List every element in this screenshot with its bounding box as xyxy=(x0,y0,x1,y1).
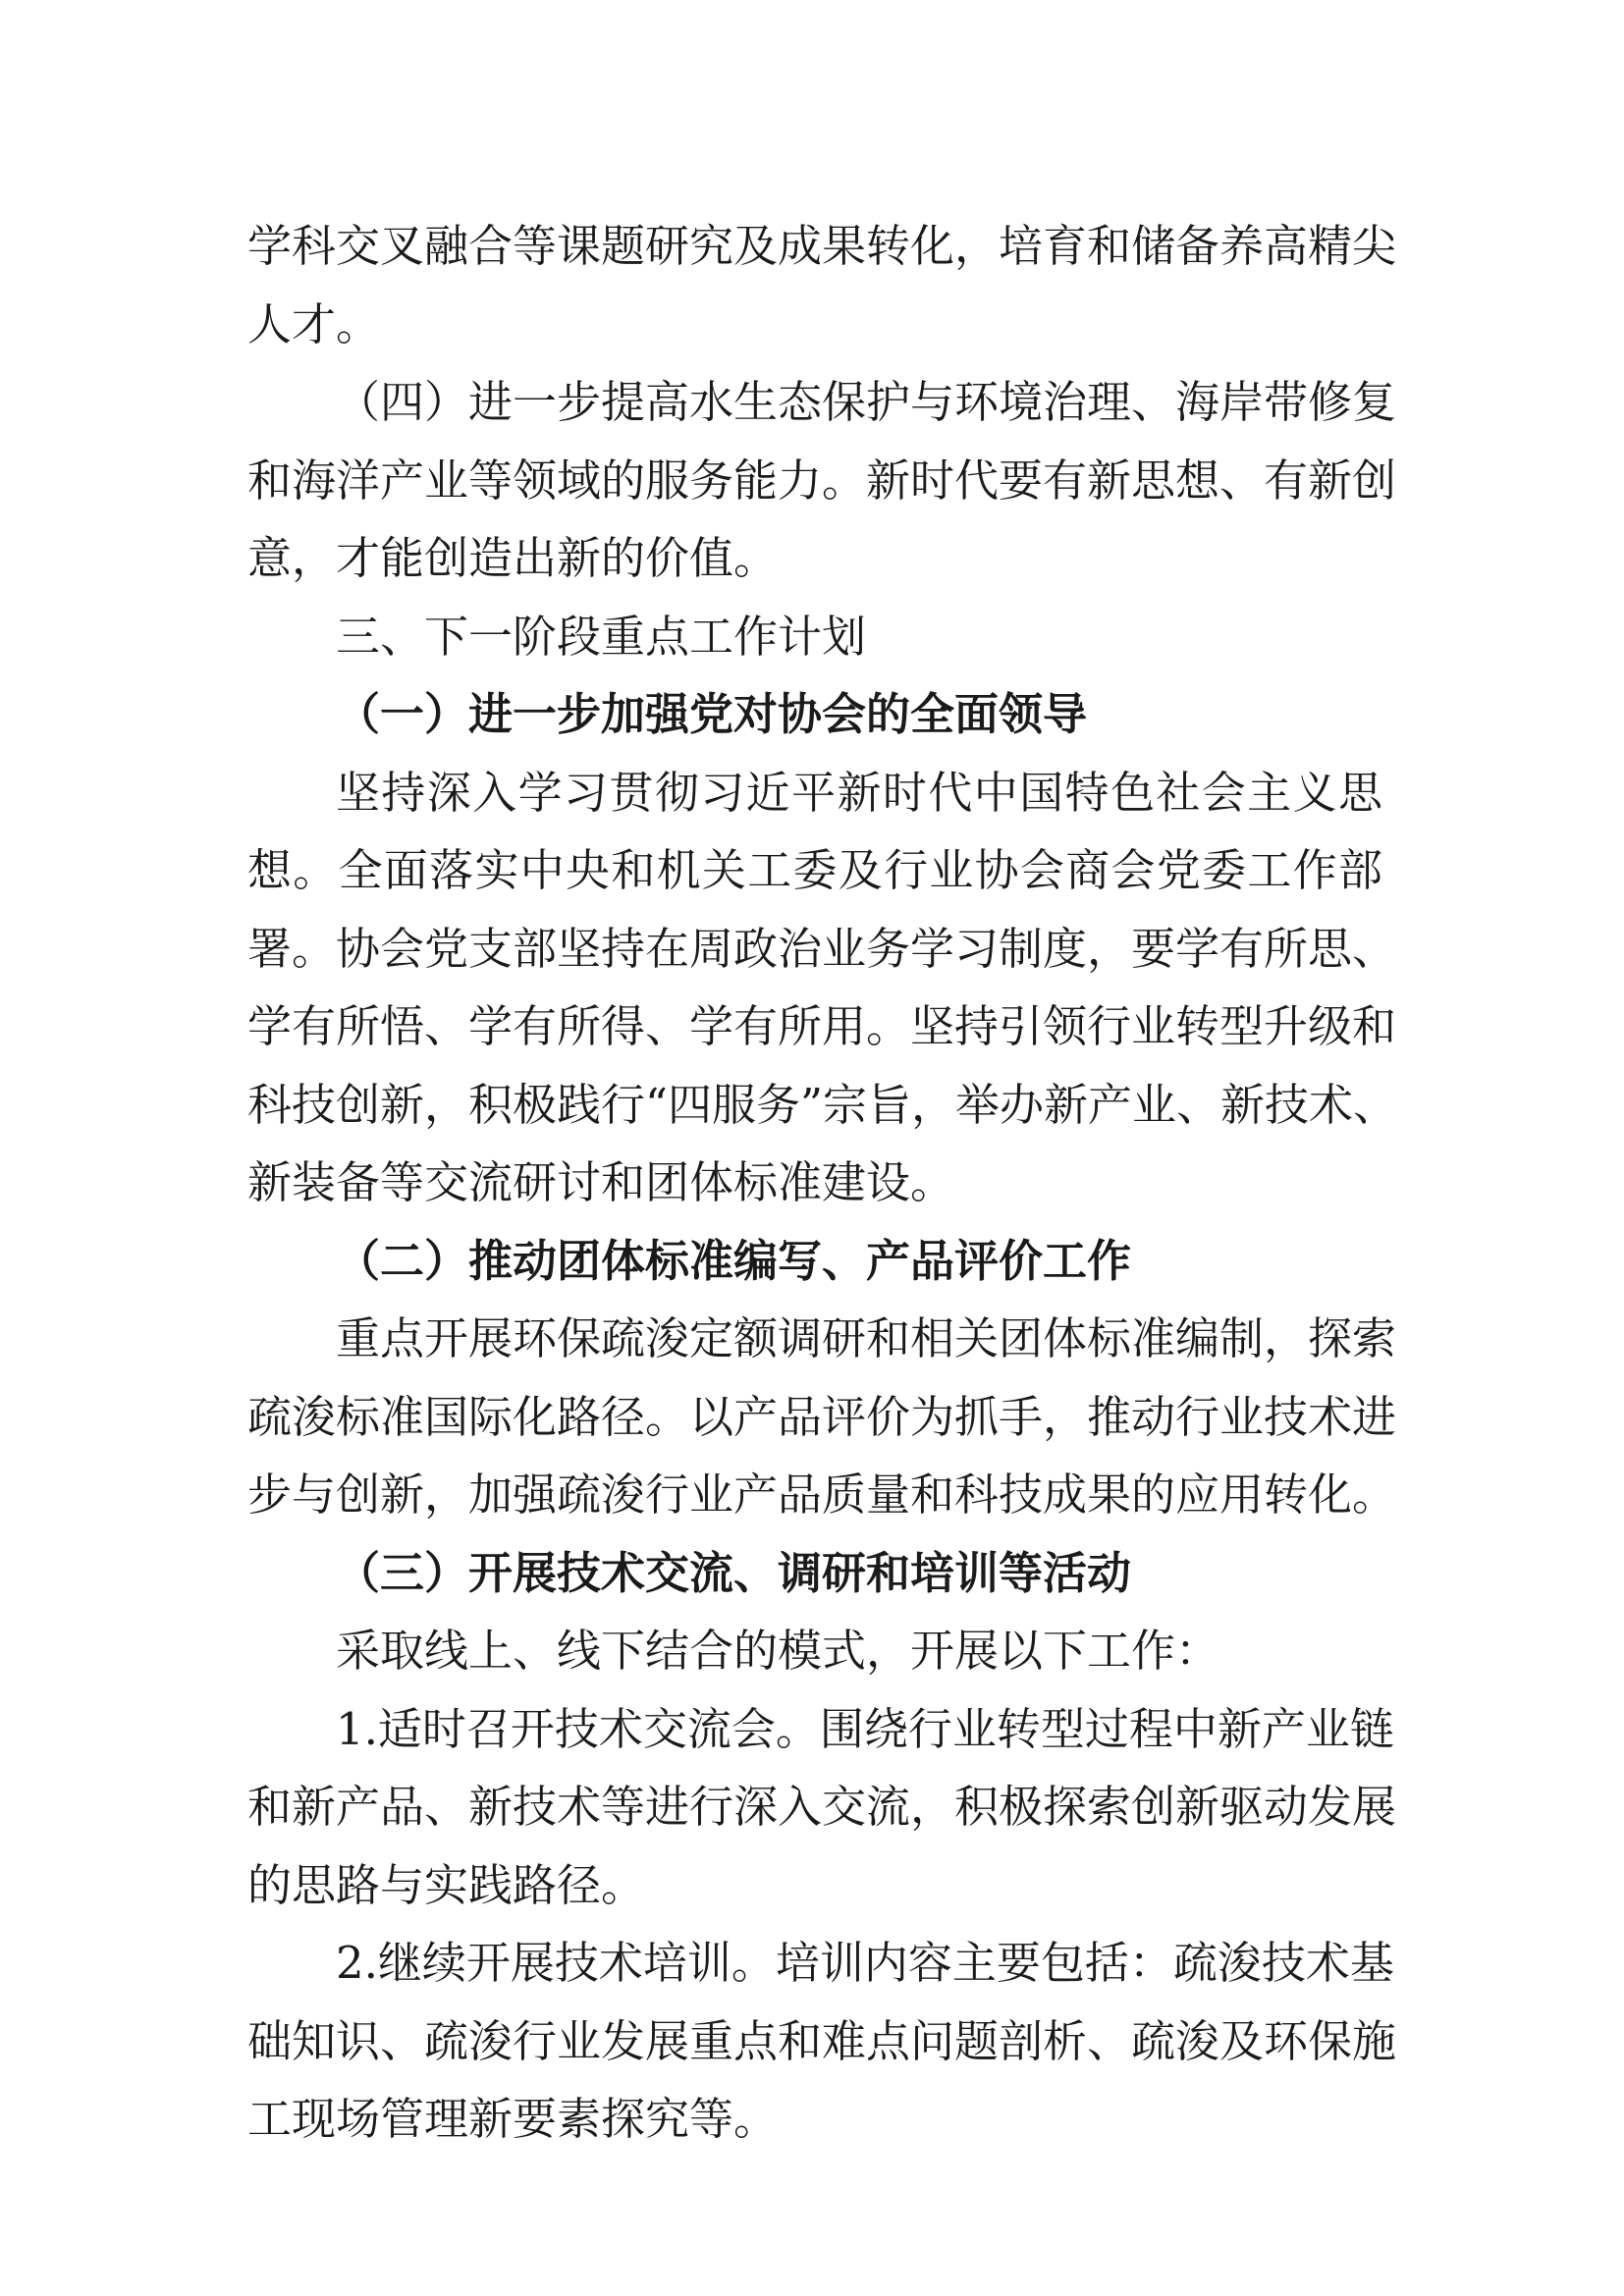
text-line: 础知识、疏浚行业发展重点和难点问题剖析、疏浚及环保施 xyxy=(247,2014,1397,2067)
text-line: 疏浚标准国际化路径。以产品评价为抓手，推动行业技术进 xyxy=(247,1390,1397,1443)
text-line: 意，才能创造出新的价值。 xyxy=(247,532,779,584)
document-body xyxy=(247,207,1398,2159)
text-line: 采取线上、线下结合的模式，开展以下工作： xyxy=(336,1625,1220,1677)
text-line: 学科交叉融合等课题研究及成果转化，培育和储备养高精尖 xyxy=(247,220,1397,272)
text-line: 步与创新，加强疏浚行业产品质量和科技成果的应用转化。 xyxy=(247,1468,1397,1521)
text-line: 重点开展环保疏浚定额调研和相关团体标准编制，探索 xyxy=(336,1312,1397,1364)
paragraph xyxy=(247,207,1397,363)
paragraph xyxy=(247,363,1397,598)
sub-section-heading: （二）推动团体标准编写、产品评价工作 xyxy=(336,1234,1132,1287)
text-line: 1.适时召开技术交流会。围绕行业转型过程中新产业链 xyxy=(336,1702,1394,1755)
sub-section-heading: （一）进一步加强党对协会的全面领导 xyxy=(336,688,1088,740)
text-line: 新装备等交流研讨和团体标准建设。 xyxy=(247,1156,955,1208)
text-line: 2.继续开展技术培训。培训内容主要包括：疏浚技术基 xyxy=(336,1937,1394,1989)
paragraph xyxy=(247,754,1398,1222)
text-line: 学有所悟、学有所得、学有所用。坚持引领行业转型升级和 xyxy=(247,1000,1397,1052)
text-line: 工现场管理新要素探究等。 xyxy=(247,2093,779,2145)
section-heading: 三、下一阶段重点工作计划 xyxy=(336,610,867,663)
text-line: （四）进一步提高水生态保护与环境治理、海岸带修复 xyxy=(336,376,1397,428)
text-line: 人才。 xyxy=(247,297,381,350)
text-line: 和新产品、新技术等进行深入交流，积极探索创新驱动发展 xyxy=(247,1781,1397,1833)
sub-section-heading: （三）开展技术交流、调研和培训等活动 xyxy=(336,1546,1132,1599)
text-line: 和海洋产业等领域的服务能力。新时代要有新思想、有新创 xyxy=(247,454,1397,507)
text-line: 坚持深入学习贯彻习近平新时代中国特色社会主义思 xyxy=(336,766,1382,819)
text-line: 的思路与实践路径。 xyxy=(247,1858,646,1911)
paragraph xyxy=(247,1612,1382,1690)
text-line: 想。全面落实中央和机关工委及行业协会商会党委工作部 xyxy=(247,844,1382,896)
paragraph xyxy=(247,1924,1397,2159)
text-line: 科技创新，积极践行“四服务”宗旨，举办新产业、新技术、 xyxy=(247,1078,1398,1131)
paragraph xyxy=(247,1690,1397,1925)
text-line: 署。协会党支部坚持在周政治业务学习制度，要学有所思、 xyxy=(247,922,1397,975)
paragraph xyxy=(247,1300,1397,1534)
